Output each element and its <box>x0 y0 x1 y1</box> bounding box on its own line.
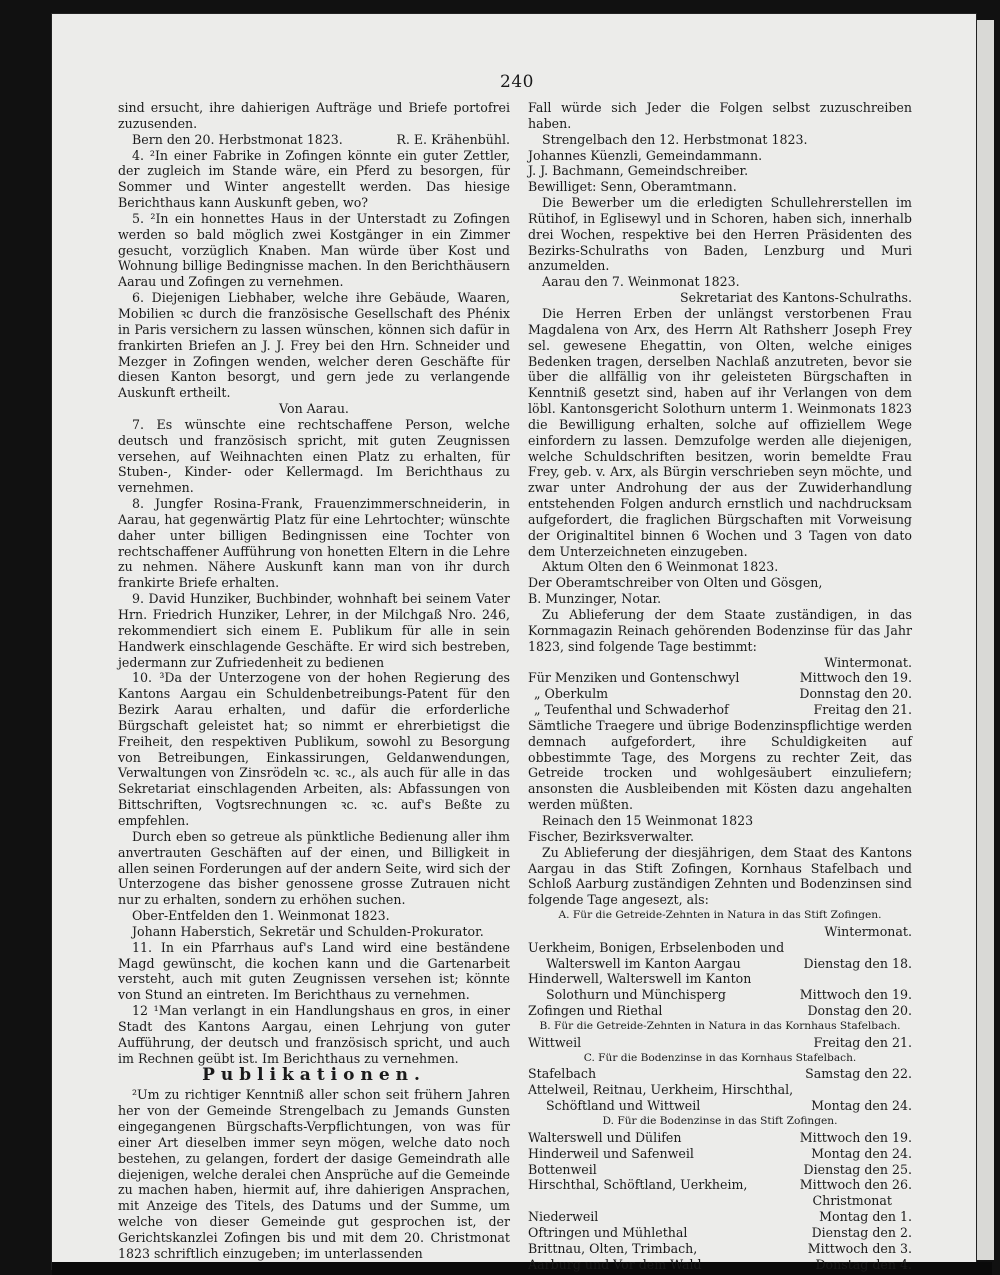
date-text: Bern den 20. Herbstmonat 1823. <box>132 131 343 147</box>
schedule-place: Walterswell im Kanton Aargau <box>546 955 741 971</box>
schedule-row <box>528 1098 912 1114</box>
schedule-place: Zofingen und Riethal <box>528 1003 663 1019</box>
notice-reinach: Zu Ablieferung der dem Staate zuständigen, in das Kornmagazin Reinach gehörenden Bodenzinse für das Jahr 1823, sind folgende Tage bestimmt: <box>528 607 912 654</box>
schedule-day: Mittwoch den 19. <box>799 1129 912 1145</box>
dateline: Reinach den 15 Weinmonat 1823 <box>542 812 754 828</box>
schedule-place: Hirschthal, Schöftland, Uerkheim, <box>528 1177 748 1193</box>
dateline: Strengelbach den 12. Herbstmonat 1823. <box>542 131 808 147</box>
signature: R. E. Krähenbühl. <box>396 131 510 147</box>
schedule-place: Wittweil <box>528 1034 582 1050</box>
notice-9: 9. David Hunziker, Buchbinder, wohnhaft bei seinem Vater Hrn. Friedrich Hunziker, Lehrer, in der Milchgaß Nro. 246, rekommendiert sich einem E. Publikum für alle in sein Handwerk einschlagende Geschäfte. Er wird sich bestreben, jedermann zur Zufriedenheit zu bedienen <box>118 591 510 670</box>
schedule-row <box>528 1162 912 1178</box>
schedule-row <box>528 702 912 718</box>
schedule-place: Bottenweil <box>528 1161 597 1177</box>
schedule-place: Niederweil <box>528 1209 599 1225</box>
schedule-row <box>528 956 912 972</box>
schedule-subheading-d: D. Für die Bodenzinse in das Stift Zofingen. <box>602 1115 838 1127</box>
schedule-row <box>528 1177 912 1193</box>
signature: J. J. Bachmann, Gemeindschreiber. <box>528 163 749 179</box>
month-heading: Wintermonat. <box>824 923 912 939</box>
schedule-place: Brittnau, Olten, Trimbach, <box>528 1240 698 1256</box>
signature: Johannes Küenzli, Gemeindammann. <box>528 147 763 163</box>
schedule-day: Mittwoch den 26. <box>799 1177 912 1193</box>
schedule-row <box>528 1257 912 1273</box>
month-heading: Wintermonat. <box>824 654 912 670</box>
schedule-a <box>528 940 912 1019</box>
schedule-day: Mittwoch den 19. <box>799 987 912 1003</box>
reinach-schedule <box>528 670 912 718</box>
schedule-row <box>528 1146 912 1162</box>
paragraph: Sämtliche Traegere und übrige Bodenzinspflichtige werden demnach aufgefordert, ihre Schuldigkeiten auf obbestimmte Tage, des Morgens zu rechter Zeit, das Getreide trocken und wohlgesäubert einzuliefern; ansonsten die Ausbleibenden mit Kösten dazu angehalten werden müßten. <box>528 717 912 813</box>
schedule-row <box>528 971 912 987</box>
schedule-day: Montag den 1. <box>819 1209 912 1225</box>
schedule-day: Montag den 24. <box>811 1098 912 1114</box>
schedule-e <box>528 1209 912 1272</box>
schedule-place: Hinderweil und Safenweil <box>528 1145 694 1161</box>
schedule-day: Donstag den 20. <box>807 1003 912 1019</box>
schedule-day: Dienstag den 25. <box>803 1161 912 1177</box>
month-heading: Christmonat <box>812 1193 892 1209</box>
notice-7: 7. Es wünschte eine rechtschaffene Person, welche deutsch und französisch spricht, mit guten Zeugnissen versehen, auf Weihnachten einen Platz zu erhalten, für Stuben-, Kinder- oder Kellermagd. Im Berichthaus zu vernehmen. <box>118 416 510 496</box>
schedule-day: Donnstag den 20. <box>799 686 912 702</box>
schedule-row <box>528 987 912 1003</box>
schedule-day: Freitag den 21. <box>813 1034 912 1050</box>
notice-11: 11. In ein Pfarrhaus auf's Land wird eine beständene Magd gewünscht, die kochen kann und die Gartenarbeit versteht, auch mit guten Zeugnissen versehen ist; könnte von Stund an eintreten. Im Berichthaus zu vernehmen. <box>118 939 510 1003</box>
schedule-subheading-b: B. Für die Getreide-Zehnten in Natura in das Kornhaus Stafelbach. <box>539 1019 901 1032</box>
schedule-place: Hinderwell, Walterswell im Kanton <box>528 971 752 987</box>
schedule-subheading-c: C. Für die Bodenzinse in das Kornhaus Stafelbach. <box>583 1051 857 1064</box>
schedule-day: Samstag den 22. <box>805 1066 912 1082</box>
schedule-place: Attelweil, Reitnau, Uerkheim, Hirschthal, <box>528 1082 794 1098</box>
notice-zehnten: Zu Ablieferung der diesjährigen, dem Staat des Kantons Aargau in das Stift Zofingen, Kornhaus Stafelbach und Schloß Aarburg zuständigen Zehnten und Bodenzinsen sind folgende Tage angesezt, als: <box>528 844 912 908</box>
schedule-row <box>528 686 912 702</box>
schedule-day: Mittwoch den 19. <box>799 670 912 686</box>
schedule-row <box>528 1225 912 1241</box>
notice-6: 6. Diejenigen Liebhaber, welche ihre Gebäude, Waaren, Mobilien ꝛc durch die französische Gesellschaft des Phénix in Paris versichern zu lassen wünschen, können sich dafür in frankirten Briefen an J. J. Frey bei den Hrn. Schneider und Mezger in Zofingen wenden, welcher deren Geschäfte für diesen Kanton besorgt, und gern jede zu verlangende Auskunft ertheilt. <box>118 290 510 401</box>
schedule-place: Walterswell und Dülifen <box>528 1129 682 1145</box>
schedule-row <box>528 1241 912 1257</box>
schedule-place: „ Oberkulm <box>534 686 609 702</box>
schedule-place: Stafelbach <box>528 1066 597 1082</box>
page-edge-right <box>976 20 994 1260</box>
notice-10: 10. ³Da der Unterzogene von der hohen Regierung des Kantons Aargau ein Schuldenbetreibungs-Patent für den Bezirk Aarau erhalten, und dafür die erforderliche Bürgschaft geleistet hat; so nimmt er ehrerbietigst die Freiheit, den respektiven Publikum, sowohl zu Besorgung von Betreibungen, Einkassirungen, Geldanwendungen, Verwaltungen von Zinsrödeln ꝛc. ꝛc., als auch für alle in das Sekretariat einschlagenden Arbeiten, als: Abfassungen von Bittschriften, Vogtsrechnungen ꝛc. ꝛc. auf's Beßte zu empfehlen. <box>118 670 510 828</box>
schedule-place: Oftringen und Mühlethal <box>528 1224 688 1240</box>
schedule-row <box>528 1066 912 1082</box>
dateline: Aarau den 7. Weinmonat 1823. <box>542 274 740 290</box>
signature: B. Munzinger, Notar. <box>528 591 662 607</box>
schedule-row <box>528 940 912 956</box>
schedule-row <box>528 670 912 686</box>
paragraph: Fall würde sich Jeder die Folgen selbst zuzuschreiben haben. <box>528 100 912 131</box>
section-heading-publikationen: Publikationen. <box>202 1065 426 1086</box>
schedule-day: Mittwoch den 3. <box>807 1240 912 1256</box>
schedule-place: Für Menziken und Gontenschwyl <box>528 670 740 686</box>
dateline: Aktum Olten den 6 Weinmonat 1823. <box>542 559 779 575</box>
dateline: Ober-Entfelden den 1. Weinmonat 1823. <box>132 908 390 924</box>
schedule-place: Uerkheim, Bonigen, Erbselenboden und <box>528 939 785 955</box>
signature: Fischer, Bezirksverwalter. <box>528 828 695 844</box>
paragraph: sind ersucht, ihre dahierigen Aufträge und Briefe portofrei zuzusenden. <box>118 100 510 131</box>
page-number: 240 <box>500 72 534 92</box>
paragraph: Durch eben so getreue als pünktliche Bedienung aller ihm anvertrauten Geschäften auf der einen, und Billigkeit in allen seinen Forderungen auf der andern Seite, wird sich der Unterzogene das bisher genossene grosse Zutrauen nicht nur zu erhalten, sondern zu erhöhen suchen. <box>118 828 510 908</box>
schedule-day: Dienstag den 18. <box>803 955 912 971</box>
schedule-place: Aarburg und Vor dem Wald <box>528 1256 702 1272</box>
signature: Johann Haberstich, Sekretär und Schulden-Prokurator. <box>132 923 484 939</box>
schedule-place: Solothurn und Münchisperg <box>546 987 726 1003</box>
dateline <box>118 132 510 148</box>
schedule-row <box>528 1209 912 1225</box>
schedule-subheading-a: A. Für die Getreide-Zehnten in Natura in das Stift Zofingen. <box>558 909 882 922</box>
schedule-c <box>528 1066 912 1114</box>
schedule-day: Dienstag den 2. <box>811 1224 912 1240</box>
notice-schullehrer: Die Bewerber um die erledigten Schullehrerstellen im Rütihof, in Eglisewyl und in Schoren, haben sich, innerhalb drei Wochen, respektive bei den Herren Präsidenten des Bezirks-Schulraths von Baden, Lenzburg und Muri anzumelden. <box>528 195 912 274</box>
schedule-row <box>528 1130 912 1146</box>
schedule-row <box>528 1003 912 1019</box>
schedule-d <box>528 1130 912 1193</box>
schedule-day: Donstag den 4. <box>815 1256 912 1272</box>
signature: Sekretariat des Kantons-Schulraths. <box>680 290 912 306</box>
notice-8: 8. Jungfer Rosina-Frank, Frauenzimmerschneiderin, in Aarau, hat gegenwärtig Platz für eine Lehrtochter; wünschte daher unter billigen Bedingnissen eine Tochter von rechtschaffener Aufführung von honetten Eltern in die Lehre zu nehmen. Nähere Auskunft kann man von ihr durch frankirte Briefe erhalten. <box>118 496 510 591</box>
approval-line: Bewilliget: Senn, Oberamtmann. <box>528 179 737 195</box>
schedule-row <box>528 1082 912 1098</box>
right-column <box>528 100 912 1272</box>
schedule-row <box>528 1035 912 1051</box>
schedule-place: Schöftland und Wittweil <box>546 1098 701 1114</box>
left-column <box>118 100 510 1262</box>
notice-5: 5. ²In ein honnettes Haus in der Unterstadt zu Zofingen werden so bald möglich zwei Kostgänger in ein Zimmer gesucht, vorzüglich Knaben. Man würde über Kost und Wohnung billige Bedingnisse machen. In den Berichthäusern Aarau und Zofingen zu vernehmen. <box>118 210 510 290</box>
notice-12: 12 ¹Man verlangt in ein Handlungshaus en gros, in einer Stadt des Kantons Aargau, einen Lehrjung von guter Aufführung, der deutsch und französisch spricht, und auch im Rechnen geübt ist. Im Berichthaus zu vernehmen. <box>118 1003 510 1066</box>
schedule-place: „ Teufenthal und Schwaderhof <box>534 702 729 718</box>
notice-erben: Die Herren Erben der unlängst verstorbenen Frau Magdalena von Arx, des Herrn Alt Rathsherr Joseph Frey sel. gewesene Ehegattin, von Olten, welche einiges Bedenken tragen, derselben Nachlaß anzutreten, bevor sie über die allfällig von ihr geleisteten Bürgschaften in Kenntniß gesetzt sind, haben auf ihr Verlangen von dem löbl. Kantonsgericht Solothurn unterm 1. Weinmonats 1823 die Bewilligung erhalten, solche auf offiziellem Wege einfordern zu lassen. Demzufolge werden alle diejenigen, welche Schuldschriften besitzen, worin bemeldte Frau Frey, geb. v. Arx, als Bürgin verschrieben seyn möchte, und zwar unter Androhung der aus der Zuwiderhandlung entstehenden Folgen andurch ernstlich und nachdrucksam aufgefordert, die fraglichen Bürgschaften mit Vorweisung der Originaltitel binnen 6 Wochen und 3 Tagen von dato dem Unterzeichneten einzugeben. <box>528 305 912 559</box>
signature: Der Oberamtschreiber von Olten und Gösgen, <box>528 575 823 591</box>
schedule-day: Montag den 24. <box>811 1145 912 1161</box>
section-subheading: Von Aarau. <box>279 401 349 417</box>
notice-4: 4. ²In einer Fabrike in Zofingen könnte ein guter Zettler, der zugleich im Stande wäre, ein Pferd zu besorgen, für Sommer und Winter angestellt werden. Das hiesige Berichthaus kann Auskunft geben, wo? <box>118 147 510 211</box>
publication-strengelbach: ²Um zu richtiger Kenntniß aller schon seit frühern Jahren her von der Gemeinde Strengelbach zu Jemands Gunsten eingegangenen Bürgschafts-Verpflichtungen, von was für einer Art dieselben immer seyn mögen, welche dato noch bestehen, zu gelangen, fordert der dasige Gemeindrath alle diejenigen, welche deralei chen Ansprüche auf die Gemeinde zu machen haben, hiermit auf, ihre dahierigen Ansprachen, mit Anzeige des Titels, des Datums und der Summe, um welche von dieser Gemeinde gut gesprochen ist, der Gerichtskanzlei Zofingen bis und mit dem 20. Christmonat 1823 schriftlich einzugeben; im unterlassenden <box>118 1087 510 1261</box>
schedule-day: Freitag den 21. <box>813 702 912 718</box>
